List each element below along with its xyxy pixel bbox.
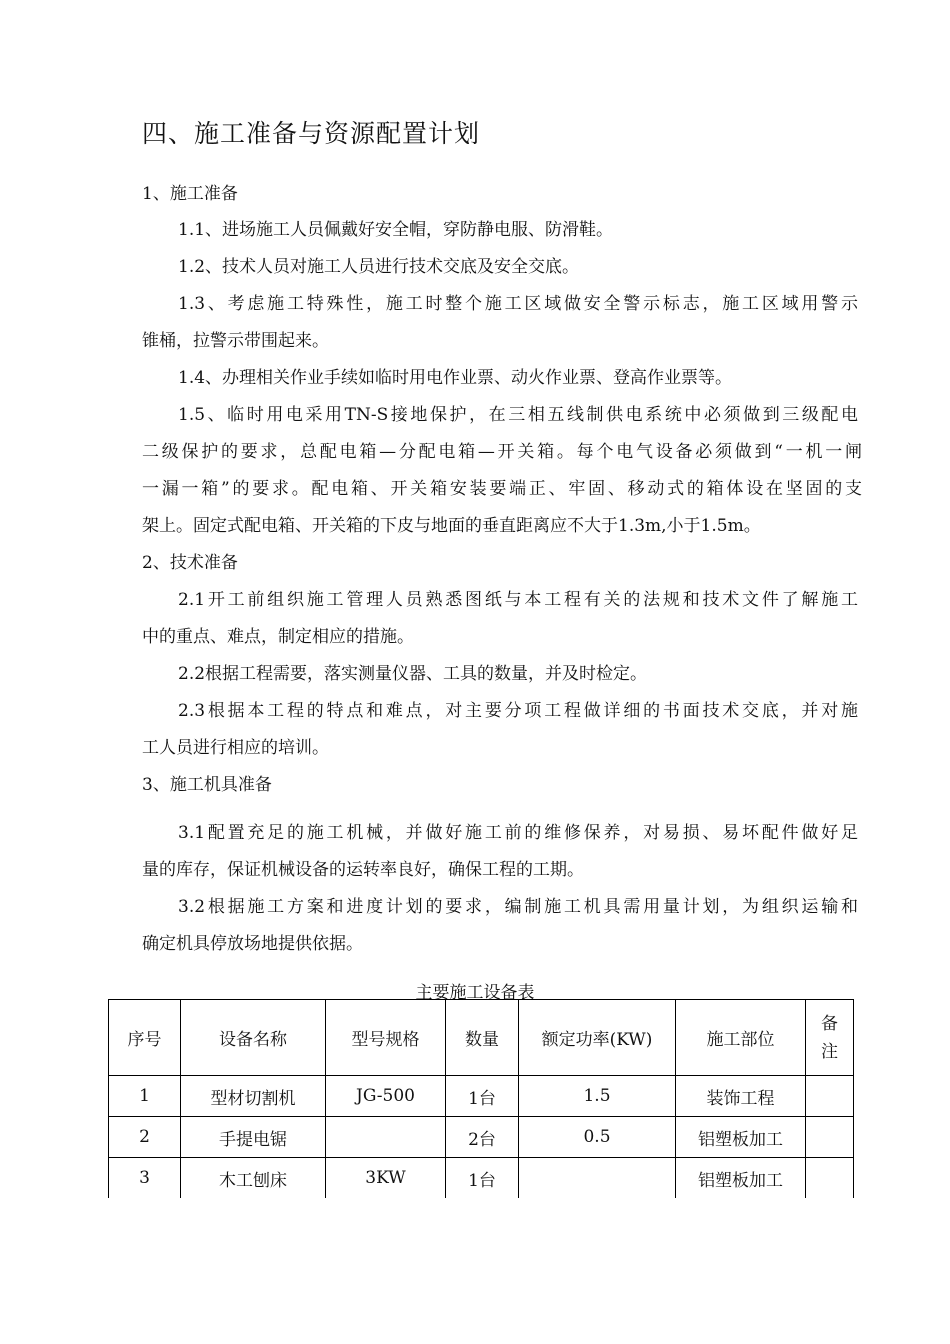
table-header-row <box>109 1000 854 1076</box>
table-row <box>109 1117 854 1158</box>
paragraph-1-5-line-4: 架上。固定式配电箱、开关箱的下皮与地面的垂直距离应不大于1.3m,小于1.5m。 <box>142 516 761 536</box>
paragraph-3-1-line-1: 3.1配置充足的施工机械，并做好施工前的维修保养，对易损、易坏配件做好足 <box>178 823 858 843</box>
cell-model: JG-500 <box>326 1076 446 1117</box>
paragraph-1-1: 1.1、进场施工人员佩戴好安全帽，穿防静电服、防滑鞋。 <box>178 220 614 240</box>
cell-name: 木工刨床 <box>181 1158 326 1199</box>
paragraph-2-3-line-2: 工人员进行相应的培训。 <box>142 738 329 758</box>
paragraph-3-2-line-2: 确定机具停放场地提供依据。 <box>142 934 363 954</box>
cell-remark <box>806 1158 854 1199</box>
cell-name: 手提电锯 <box>181 1117 326 1158</box>
cell-no: 2 <box>109 1117 181 1158</box>
paragraph-3-1-line-2: 量的库存，保证机械设备的运转率良好，确保工程的工期。 <box>142 860 584 880</box>
cell-model <box>326 1117 446 1158</box>
paragraph-2-3-line-1: 2.3根据本工程的特点和难点，对主要分项工程做详细的书面技术交底，并对施 <box>178 701 858 721</box>
cell-power: 0.5 <box>519 1117 676 1158</box>
header-power: 额定功率(KW) <box>519 1000 676 1076</box>
header-location: 施工部位 <box>676 1000 806 1076</box>
cell-remark <box>806 1117 854 1158</box>
section-2-title: 2、技术准备 <box>142 553 238 573</box>
cell-no: 1 <box>109 1076 181 1117</box>
cell-qty: 2台 <box>446 1117 519 1158</box>
cell-remark <box>806 1076 854 1117</box>
cell-power <box>519 1158 676 1199</box>
paragraph-3-2-line-1: 3.2根据施工方案和进度计划的要求，编制施工机具需用量计划，为组织运输和 <box>178 897 858 917</box>
header-remark <box>806 1000 854 1076</box>
paragraph-1-2: 1.2、技术人员对施工人员进行技术交底及安全交底。 <box>178 257 580 277</box>
equipment-table <box>108 999 854 1198</box>
header-no: 序号 <box>109 1000 181 1076</box>
paragraph-1-3-line-2: 锥桶，拉警示带围起来。 <box>142 331 329 351</box>
section-1-title: 1、施工准备 <box>142 184 238 204</box>
paragraph-1-5-line-3: 一漏一箱”的要求。配电箱、开关箱安装要端正、牢固、移动式的箱体设在坚固的支 <box>142 479 862 499</box>
header-model: 型号规格 <box>326 1000 446 1076</box>
cell-qty: 1台 <box>446 1158 519 1199</box>
header-name: 设备名称 <box>181 1000 326 1076</box>
paragraph-1-4: 1.4、办理相关作业手续如临时用电作业票、动火作业票、登高作业票等。 <box>178 368 733 388</box>
cell-name: 型材切割机 <box>181 1076 326 1117</box>
table-caption: 主要施工设备表 <box>415 983 535 1003</box>
header-remark-char-1: 备 <box>821 1013 838 1034</box>
paragraph-2-2: 2.2根据工程需要，落实测量仪器、工具的数量，并及时检定。 <box>178 664 648 684</box>
cell-power: 1.5 <box>519 1076 676 1117</box>
paragraph-1-3-line-1: 1.3、考虑施工特殊性，施工时整个施工区域做安全警示标志，施工区域用警示 <box>178 294 858 314</box>
header-qty: 数量 <box>446 1000 519 1076</box>
paragraph-1-5-line-1: 1.5、临时用电采用TN-S接地保护，在三相五线制供电系统中必须做到三级配电 <box>178 405 858 425</box>
cell-location: 铝塑板加工 <box>676 1158 806 1199</box>
paragraph-2-1-line-1: 2.1开工前组织施工管理人员熟悉图纸与本工程有关的法规和技术文件了解施工 <box>178 590 858 610</box>
table-row <box>109 1158 854 1199</box>
cell-no: 3 <box>109 1158 181 1199</box>
section-3-title: 3、施工机具准备 <box>142 775 272 795</box>
cell-location: 铝塑板加工 <box>676 1117 806 1158</box>
paragraph-1-5-line-2: 二级保护的要求，总配电箱—分配电箱—开关箱。每个电气设备必须做到“一机一闸 <box>142 442 862 462</box>
cell-model: 3KW <box>326 1158 446 1199</box>
table-row <box>109 1076 854 1117</box>
header-remark-char-2: 注 <box>821 1041 838 1062</box>
paragraph-2-1-line-2: 中的重点、难点，制定相应的措施。 <box>142 627 414 647</box>
cell-qty: 1台 <box>446 1076 519 1117</box>
page-title: 四、施工准备与资源配置计划 <box>142 119 481 148</box>
cell-location: 装饰工程 <box>676 1076 806 1117</box>
